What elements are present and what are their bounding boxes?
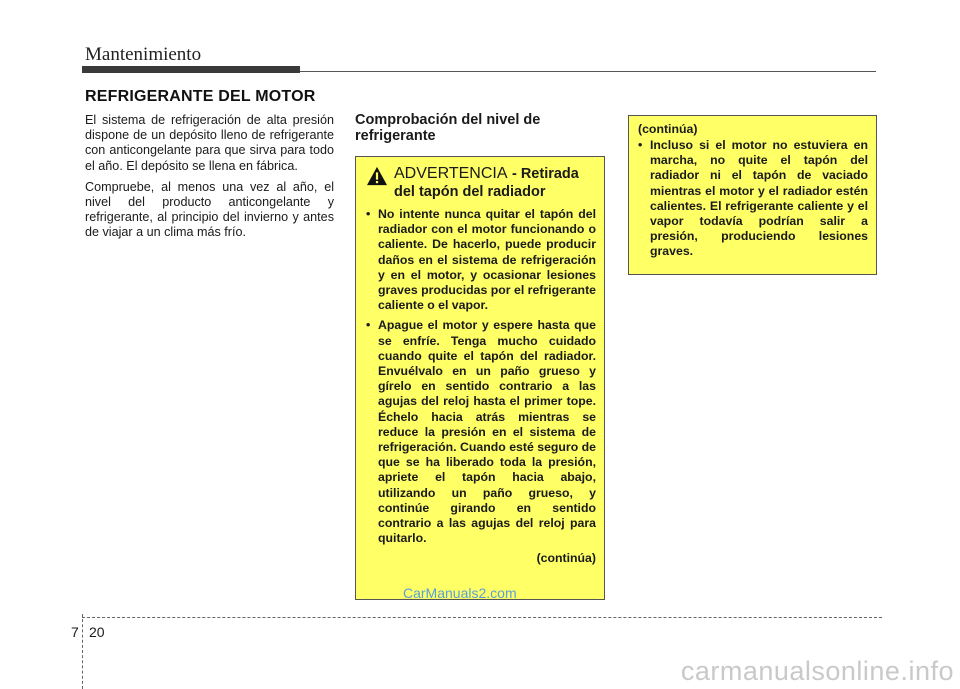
warning-title: ADVERTENCIA xyxy=(394,165,508,182)
warning-subtitle: - Retirada del tapón del radiador xyxy=(394,166,579,200)
warning-list xyxy=(366,207,596,546)
warning-triangle-icon xyxy=(366,166,388,186)
continued-label: (continúa) xyxy=(638,122,698,136)
warning-box xyxy=(355,156,605,600)
continued-bullet-1: • Incluso si el motor no estuviera en marcha, no quite el tapón del radiador ni el tapón de vaciado mientras el motor y el radiador estén calientes. El refrigerante caliente y el vapor todavía podrían salir a presión, produciendo lesiones graves. xyxy=(638,138,868,260)
site-watermark: carmanualsonline.info xyxy=(680,656,954,686)
chapter-number: 7 xyxy=(71,624,79,640)
continued-list xyxy=(638,138,868,260)
header-bar xyxy=(82,66,300,73)
footer-divider-horizontal xyxy=(82,617,882,618)
section-title: REFRIGERANTE DEL MOTOR xyxy=(85,88,316,105)
intro-text xyxy=(85,113,334,247)
chapter-title: Mantenimiento xyxy=(85,44,202,65)
continued-warning-box xyxy=(628,115,877,275)
intro-paragraph-1: El sistema de refrigeración de alta presión dispone de un depósito lleno de refrigerante con anticongelante para que sirva para todo el año. El depósito se llena en fábrica. xyxy=(85,113,334,173)
warning-bullet-1: • No intente nunca quitar el tapón del radiador con el motor funcionando o caliente. De hacerlo, puede producir daños en el sistema de refrigeración y en el motor, y ocasionar lesiones graves producidas por el refrigerante caliente o el vapor. xyxy=(366,207,596,313)
warning-continues: (continúa) xyxy=(536,551,596,566)
warning-bullet-2: • Apague el motor y espere hasta que se enfríe. Tenga mucho cuidado cuando quite el tapón del radiador. Envuélvalo en un paño grueso y gírelo en sentido contrario a las agujas del reloj hasta el primer tope. Échelo hacia atrás mientras se reduce la presión en el sistema de refrigeración. Cuando esté seguro de que se ha liberado toda la presión, apriete el tapón hacia abajo, utilizando un paño grueso, y continúe girando en sentido contrario a las agujas del reloj para quitarlo. xyxy=(366,318,596,546)
footer-divider-vertical xyxy=(82,614,83,689)
header-rule xyxy=(300,71,876,72)
page-number: 20 xyxy=(89,624,105,640)
warning-header xyxy=(366,165,596,201)
intro-paragraph-2: Compruebe, al menos una vez al año, el nivel del producto anticongelante y refrigerante, al principio del invierno y antes de viajar a un clima más frío. xyxy=(85,179,334,240)
watermark-link[interactable]: CarManuals2.com xyxy=(403,585,517,601)
subheading-coolant-level: Comprobación del nivel de refrigerante xyxy=(355,112,541,144)
